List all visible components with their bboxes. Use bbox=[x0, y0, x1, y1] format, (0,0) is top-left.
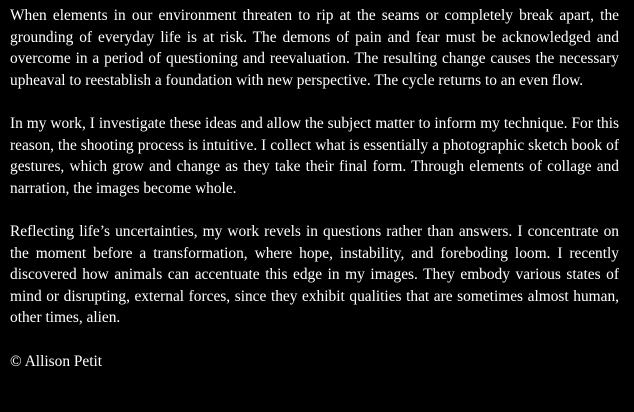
copyright-credit: © Allison Petit bbox=[10, 352, 103, 370]
statement-paragraph-2: In my work, I investigate these ideas and allow the subject matter to inform my technique. For this reason, the shooting process is intuitive. I collect what is essentially a photographic sketch book of gestures, which grow and change as they take their final form. Through elements of collage and narration, the images become whole. bbox=[10, 114, 619, 197]
statement-paragraph-1: When elements in our environment threaten to rip at the seams or completely break apart, the grounding of everyday life is at risk. The demons of pain and fear must be acknowledged and overcome in a period of questioning and reevaluation. The resulting change causes the necessary upheaval to reestablish a foundation with new perspective. The cycle returns to an even flow. bbox=[10, 7, 619, 89]
statement-paragraph-3: Reflecting life’s uncertainties, my work revels in questions rather than answers. I concentrate on the moment before a transformation, where hope, instability, and foreboding loom. I recently discovered how animals can accentuate this edge in my images. They embody various states of mind or disrupting, external forces, since they exhibit qualities that are sometimes almost human, other times, alien. bbox=[10, 222, 619, 327]
